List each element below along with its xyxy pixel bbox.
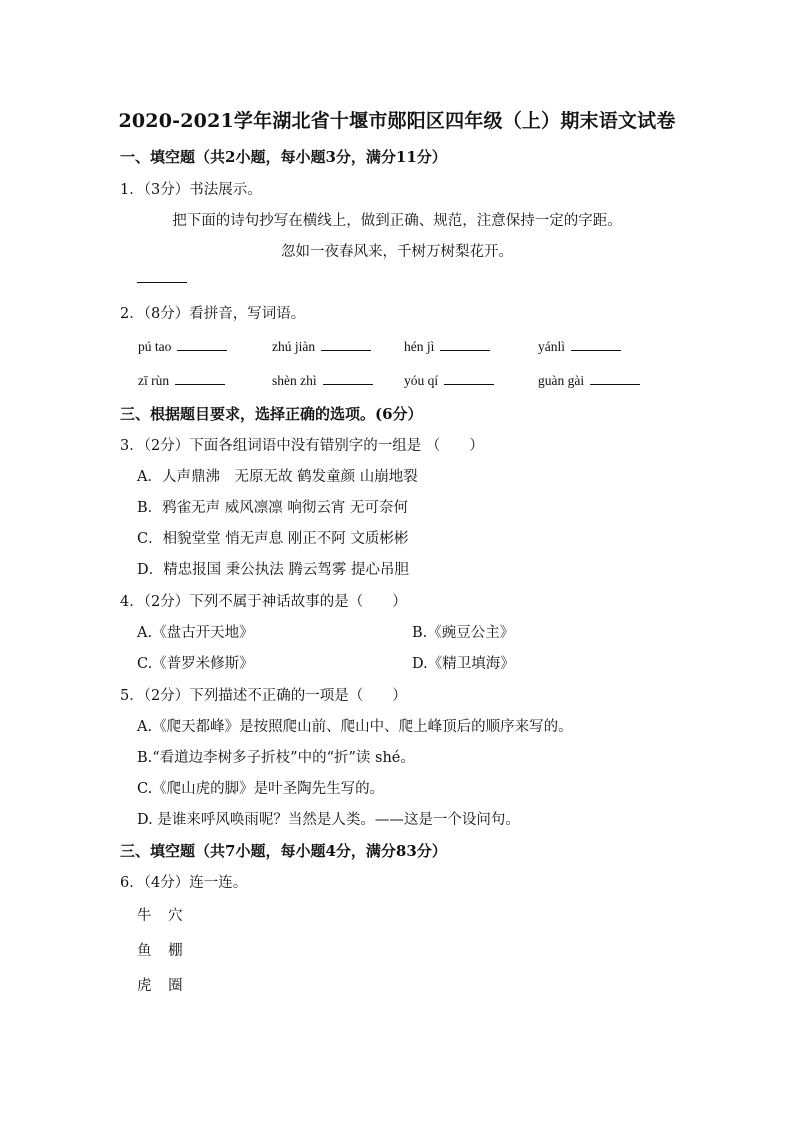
- question-3-option-d[interactable]: D．精忠报国 秉公执法 腾云驾雾 提心吊胆: [137, 562, 409, 578]
- question-5-option-d[interactable]: D. 是谁来呼风唤雨呢？当然是人类。——这是一个设问句。: [137, 812, 520, 828]
- question-5-stem: 5．（2分）下列描述不正确的一项是（ ）: [120, 688, 407, 704]
- pinyin-text: yóu qí: [404, 373, 439, 388]
- exam-title: 2020-2021学年湖北省十堰市郧阳区四年级（上）期末语文试卷: [118, 110, 676, 132]
- answer-blank[interactable]: [444, 372, 494, 385]
- question-5-option-b[interactable]: B.“看道边李树多子折枝”中的“折”读 shé。: [137, 750, 415, 766]
- pinyin-item: [404, 372, 494, 389]
- question-2-stem: 2．（8分）看拼音，写词语。: [120, 306, 306, 322]
- matching-pair[interactable]: 虎 圈: [137, 978, 189, 994]
- section-2-heading: 三、根据题目要求，选择正确的选项。(6分）: [120, 405, 423, 423]
- answer-blank[interactable]: [175, 372, 225, 385]
- question-1-poem: 忽如一夜春风来，千树万树梨花开。: [281, 244, 513, 260]
- answer-blank[interactable]: [177, 338, 227, 351]
- pinyin-item: [538, 338, 621, 355]
- pinyin-item: [538, 372, 640, 389]
- question-1-instruction: 把下面的诗句抄写在横线上，做到正确、规范，注意保持一定的字距。: [172, 213, 622, 229]
- section-1-heading: 一、填空题（共2小题，每小题3分，满分11分）: [120, 148, 447, 166]
- question-6-stem: 6．（4分）连一连。: [120, 875, 248, 891]
- pinyin-text: guàn gài: [538, 373, 585, 388]
- pinyin-item: [138, 372, 225, 389]
- question-4-option-b[interactable]: B.《豌豆公主》: [412, 625, 515, 641]
- question-4-option-d[interactable]: D.《精卫填海》: [412, 656, 515, 672]
- matching-pair[interactable]: 鱼 棚: [137, 943, 189, 959]
- answer-blank[interactable]: [321, 338, 371, 351]
- pinyin-text: yánlì: [538, 339, 565, 354]
- question-3-option-c[interactable]: C．相貌堂堂 悄无声息 刚正不阿 文质彬彬: [137, 531, 409, 547]
- question-3-option-a[interactable]: A．人声鼎沸 无原无故 鹤发童颜 山崩地裂: [137, 469, 418, 485]
- pinyin-item: [272, 372, 373, 389]
- pinyin-text: zhú jiàn: [272, 339, 316, 354]
- question-3-stem: 3．（2分）下面各组词语中没有错别字的一组是 （ ）: [120, 438, 484, 454]
- pinyin-text: zī rùn: [138, 373, 170, 388]
- answer-blank[interactable]: [323, 372, 373, 385]
- pinyin-text: shèn zhì: [272, 373, 317, 388]
- question-1-stem: 1．（3分）书法展示。: [120, 182, 262, 198]
- answer-blank[interactable]: [137, 282, 187, 283]
- pinyin-text: pú tao: [138, 339, 172, 354]
- pinyin-item: [404, 338, 490, 355]
- question-4-stem: 4．（2分）下列不属于神话故事的是（ ）: [120, 594, 407, 610]
- question-5-option-c[interactable]: C.《爬山虎的脚》是叶圣陶先生写的。: [137, 781, 385, 797]
- answer-blank[interactable]: [571, 338, 621, 351]
- section-3-heading: 三、填空题（共7小题，每小题4分，满分83分）: [120, 842, 447, 860]
- answer-blank[interactable]: [440, 338, 490, 351]
- pinyin-item: [272, 338, 371, 355]
- pinyin-text: hén jì: [404, 339, 435, 354]
- question-5-option-a[interactable]: A.《爬天都峰》是按照爬山前、爬山中、爬上峰顶后的顺序来写的。: [137, 719, 573, 735]
- pinyin-item: [138, 338, 227, 355]
- answer-blank[interactable]: [590, 372, 640, 385]
- question-4-option-c[interactable]: C.《普罗米修斯》: [137, 656, 254, 672]
- question-3-option-b[interactable]: B．鸦雀无声 威风凛凛 响彻云宵 无可奈何: [137, 500, 408, 516]
- matching-pair[interactable]: 牛 穴: [137, 908, 189, 924]
- question-4-option-a[interactable]: A.《盘古开天地》: [137, 625, 254, 641]
